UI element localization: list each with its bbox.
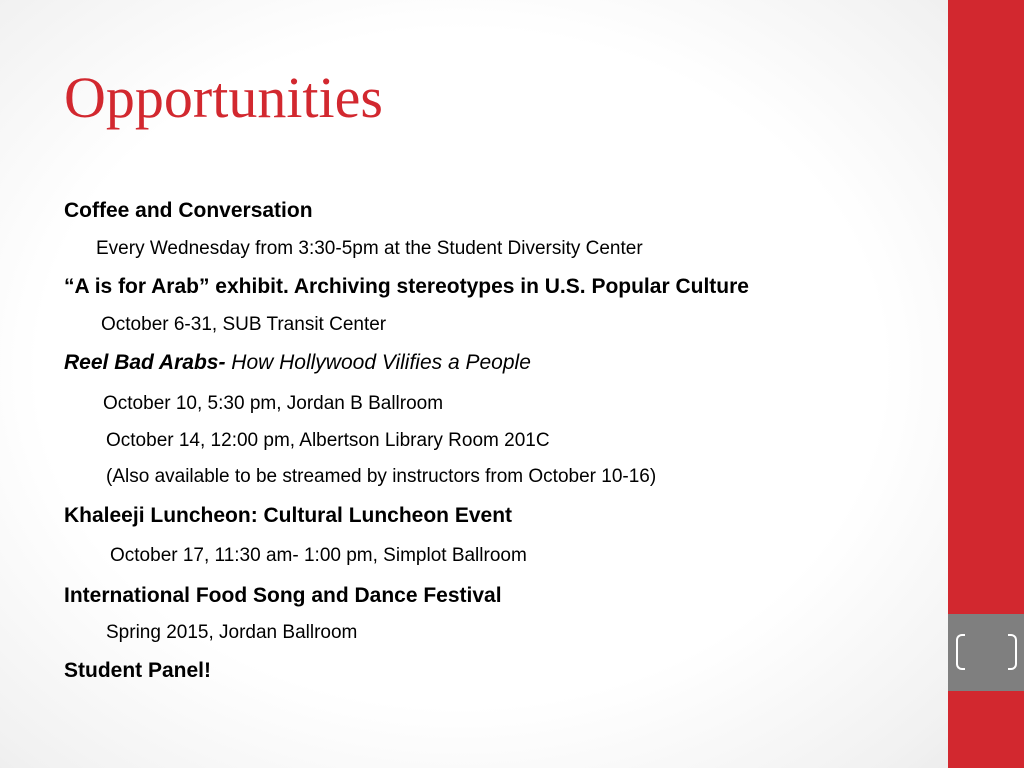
item-heading-exhibit: “A is for Arab” exhibit. Archiving stereotypes in U.S. Popular Culture [64,275,749,298]
item-heading-student-panel: Student Panel! [64,659,212,682]
left-bracket-icon [956,634,965,670]
slide-title: Opportunities [64,65,383,130]
item-detail-festival: Spring 2015, Jordan Ballroom [106,622,358,643]
item-detail-streaming: (Also available to be streamed by instructors from October 10-16) [106,466,657,487]
item-detail-coffee: Every Wednesday from 3:30-5pm at the Student Diversity Center [96,238,643,259]
item-heading-festival: International Food Song and Dance Festival [64,584,502,607]
item-detail-screening-2: October 14, 12:00 pm, Albertson Library Room 201C [106,430,550,451]
item-detail-screening-1: October 10, 5:30 pm, Jordan B Ballroom [103,393,444,414]
item-detail-luncheon: October 17, 11:30 am- 1:00 pm, Simplot Ballroom [110,545,527,566]
item-heading-reel-bad-arabs [64,350,531,376]
right-bracket-icon [1008,634,1017,670]
film-title: Reel Bad Arabs- [64,351,226,374]
item-heading-luncheon: Khaleeji Luncheon: Cultural Luncheon Event [64,504,513,527]
item-heading-coffee: Coffee and Conversation [64,199,313,222]
item-detail-exhibit: October 6-31, SUB Transit Center [101,314,387,335]
film-subtitle: How Hollywood Vilifies a People [225,351,531,374]
slide-number-box [948,614,1024,691]
